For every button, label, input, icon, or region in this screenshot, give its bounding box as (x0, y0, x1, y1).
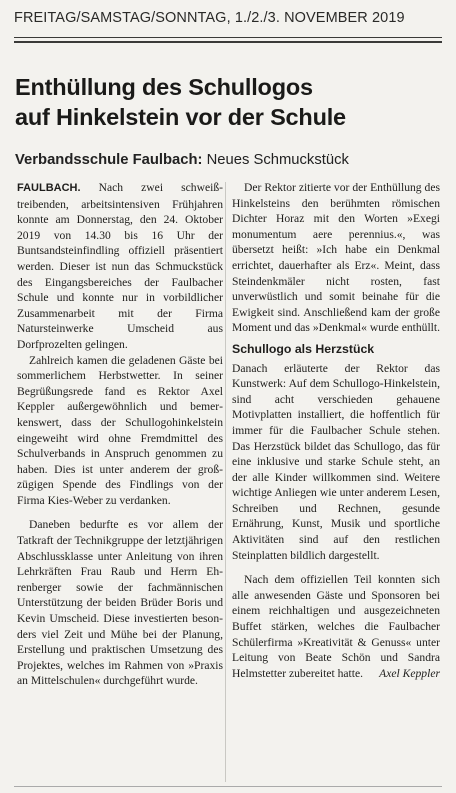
paragraph-4: Der Rektor zitierte vor der Enthüllung des Hinkelsteins den berühmten römischen Dichter Horaz mit den Worten »Exegi monumentum aere perennius.«, was übersetzt heißt: »Ich habe ein Denkmal errichtet, dauerhafter als Erz«. Meint, dass Steindenkmäler nicht rosten, fast unverwüstlich und somit beinahe für die Ewigkeit sind. Anschließend kam der große Moment und das »Denkmal« wurde enthüllt. (232, 181, 441, 335)
paragraph-3: Daneben bedurfte es vor allem der Tatkraft der Technikgruppe der letztjährigen Abschlussklasse unter Anleitung von ihren Lehrkräften Frau Raub und Herrn Ehrenberger sowie der fachmännischen Unterstützung der beiden Brüder Boris und Kevin Umscheid. Diese investierten besonders viel Zeit und Mühe bei der Planung, Erstellung und praktischen Umsetzung des Projektes, welches im Rahmen von »Praxis an Mittelschulen« durchgeführt wurde. (17, 518, 223, 688)
paragraph-5: Danach erläuterte der Rektor das Kunstwerk: Auf dem Schullogo-Hinkelstein, sind acht verschieden gehauene Motivplatten installiert, die hoffentlich für immer für die Faulbacher Schule stehen. Das Herzstück bildet das Schullogo, das für eine inklusive und starke Schule steht, an der alle Kinder willkommen sind. Weitere wichtige Anliegen wie unter anderem Lesen, Schreiben und Rechnen, gesunde Ernährung, Kunst, Musik und sportliche Aktivitäten sind auf den restlichen Steinplatten bildlich dargestellt. (232, 361, 440, 562)
subhead-rest: Neues Schmuckstück (202, 152, 349, 168)
headline-line-2: auf Hinkelstein vor der Schule (15, 104, 346, 130)
article-headline (15, 72, 445, 132)
article-column-left (17, 180, 223, 689)
column-separator (225, 182, 226, 782)
section-heading: Schullogo als Herzstück (232, 341, 375, 356)
header-rule-double (14, 41, 442, 43)
paragraph-1-text: Nach zwei schweißtreibenden, arbeitsintensiven Frühjahren konnte am Donnerstag, den 24. Oktober 2019 von 14.30 bis 16 Uhr der Buntsandsteinfindling offiziell präsentiert werden. Dieser ist nun das Schmuckstück des Eingangsbereiches der Faulbacher Schule und konnte nur in vorbildlicher Zusammenarbeit mit der Firma Natursteinwerke Umscheid aus Dorfprozelten gelingen. (17, 181, 223, 351)
issue-dateline: FREITAG/SAMSTAG/SONNTAG, 1./2./3. NOVEMBER 2019 (14, 10, 405, 26)
location-tag: FAULBACH. (17, 182, 81, 194)
paragraph-6 (232, 572, 440, 681)
footer-rule (14, 786, 442, 787)
article-column-right (232, 180, 440, 681)
header-rule (14, 37, 442, 38)
paragraph-1 (17, 180, 223, 353)
article-subhead (15, 152, 445, 168)
subhead-bold: Verbandsschule Faulbach: (15, 152, 203, 168)
author-byline: Axel Keppler (379, 666, 440, 680)
headline-line-1: Enthüllung des Schullogos (15, 74, 313, 100)
paragraph-6-text: Nach dem offiziellen Teil konnten sich alle anwesenden Gäste und Sponsoren bei einem reichhaltigen und ausgezeichneten Buffet stärken, welches die Faulbacher Schülerfirma »Kreativität & Genuss« unter Leitung von Beate Schön und Sandra Helmstetter zubereitet hatte. (232, 573, 440, 680)
paragraph-2: Zahlreich kamen die geladenen Gäste bei sommerlichem Herbstwetter. In seiner Begrüßungsrede fand es Rektor Axel Keppler außergewöhnlich und bemerkenswert, dass der Schullogohinkelstein eingeweiht wird ohne Fremdmittel des Schulverbands in Anspruch genommen zu haben. Dies ist unter anderem der großzügigen Spende des Findlings von der Firma Kies-Weber zu verdanken. (17, 353, 223, 507)
